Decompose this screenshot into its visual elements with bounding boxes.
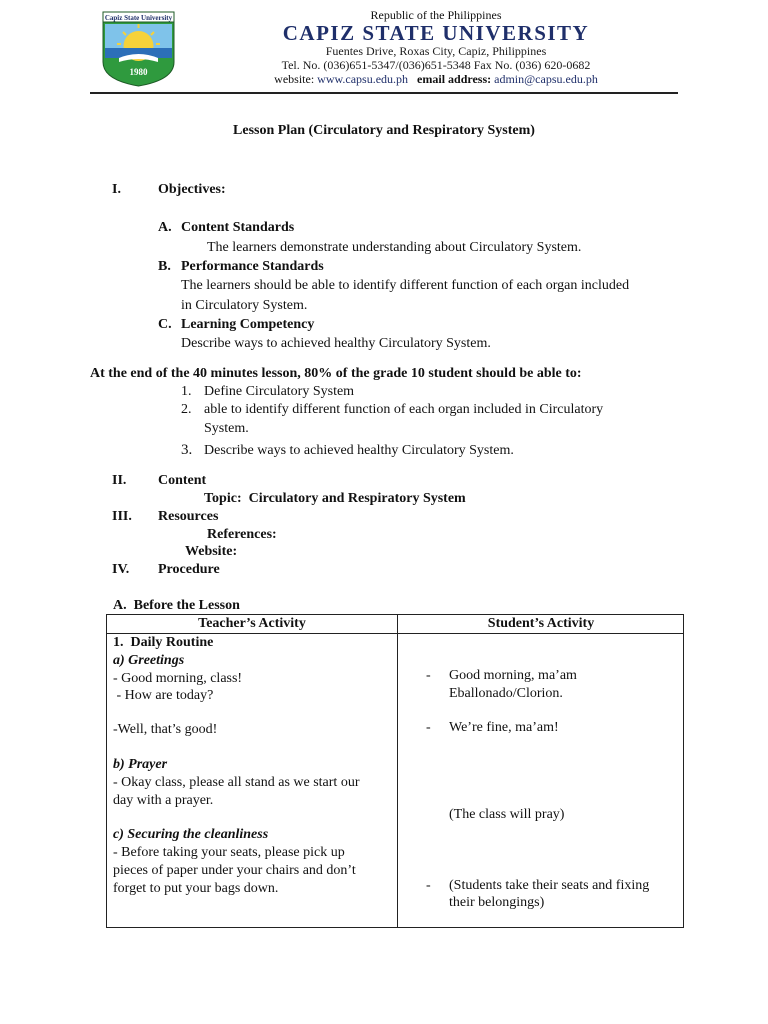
- student-greeting-1: Good morning, ma’am: [449, 668, 577, 683]
- email-link[interactable]: admin@capsu.edu.ph: [494, 72, 598, 86]
- svg-text:Capiz State University: Capiz State University: [104, 14, 173, 22]
- bullet-dash: -: [426, 878, 431, 893]
- teacher-clean-1: - Before taking your seats, please pick up: [113, 845, 345, 860]
- university-phone: Tel. No. (036)651-5347/(036)651-5348 Fax No. (036) 620-0682: [281, 58, 591, 72]
- goal-number: 2.: [181, 402, 192, 417]
- goal-number: 1.: [181, 384, 192, 399]
- bullet-dash: -: [426, 668, 431, 683]
- learning-competency-letter: C.: [158, 317, 172, 332]
- cleanliness-heading: c) Securing the cleanliness: [113, 827, 269, 842]
- goal-text: able to identify different function of each organ included in Circulatory: [204, 402, 604, 417]
- university-name: CAPIZ STATE UNIVERSITY: [282, 21, 590, 45]
- col-header-student: Student’s Activity: [487, 616, 595, 631]
- student-seats-2: their belongings): [449, 895, 545, 910]
- teacher-prayer-2: day with a prayer.: [113, 793, 214, 808]
- teacher-how-are: - How are today?: [113, 688, 214, 703]
- svg-text:1980: 1980: [129, 67, 148, 77]
- letterhead: [196, 8, 676, 86]
- goal-text-continued: System.: [204, 421, 249, 436]
- content-standards-heading: Content Standards: [181, 220, 295, 235]
- learning-competency-text: Describe ways to achieved healthy Circulatory System.: [181, 336, 491, 351]
- web-email-line: [196, 72, 676, 86]
- daily-routine-heading: 1. Daily Routine: [113, 635, 214, 650]
- activity-table: [106, 614, 684, 928]
- performance-standards-text-1: The learners should be able to identify different function of each organ included: [181, 278, 630, 293]
- goal-text: Define Circulatory System: [204, 384, 355, 399]
- student-seats-1: (Students take their seats and fixing: [449, 878, 650, 893]
- procedure-numeral: IV.: [112, 562, 130, 577]
- goal-number: 3.: [181, 442, 193, 458]
- performance-standards-text-2: in Circulatory System.: [181, 298, 308, 313]
- republic-line: Republic of the Philippines: [370, 8, 502, 22]
- goal-text: Describe ways to achieved healthy Circulatory System.: [204, 443, 514, 458]
- teacher-clean-3: forget to put your bags down.: [113, 881, 279, 896]
- website-resource-label: Website:: [185, 544, 238, 559]
- university-address: Fuentes Drive, Roxas City, Capiz, Philippines: [325, 44, 547, 58]
- email-label: email address:: [417, 72, 492, 86]
- teacher-well: -Well, that’s good!: [113, 722, 218, 737]
- page-title: Lesson Plan (Circulatory and Respiratory System): [233, 123, 535, 138]
- website-link[interactable]: www.capsu.edu.ph: [317, 72, 409, 86]
- table-divider: [397, 615, 398, 927]
- objectives-heading: Objectives:: [158, 182, 226, 197]
- content-standards-letter: A.: [158, 220, 172, 235]
- before-lesson-heading: A. Before the Lesson: [113, 598, 240, 613]
- student-greeting-2: Eballonado/Clorion.: [449, 686, 563, 701]
- objectives-numeral: I.: [112, 182, 121, 197]
- content-topic: Topic: Circulatory and Respiratory System: [204, 491, 466, 506]
- performance-standards-letter: B.: [158, 259, 171, 274]
- resources-numeral: III.: [112, 509, 132, 524]
- references-label: References:: [207, 527, 277, 542]
- bullet-dash: -: [426, 720, 431, 735]
- header-rule: [90, 92, 678, 94]
- teacher-prayer-1: - Okay class, please all stand as we start our: [113, 775, 360, 790]
- university-logo: [101, 10, 176, 87]
- teacher-greeting: - Good morning, class!: [113, 671, 243, 686]
- student-pray: (The class will pray): [449, 807, 565, 822]
- content-numeral: II.: [112, 473, 127, 488]
- content-heading: Content: [158, 473, 207, 488]
- col-header-teacher: Teacher’s Activity: [198, 616, 306, 631]
- procedure-heading: Procedure: [158, 562, 220, 577]
- prayer-heading: b) Prayer: [113, 757, 168, 772]
- greetings-heading: a) Greetings: [113, 653, 185, 668]
- resources-heading: Resources: [158, 509, 219, 524]
- performance-standards-heading: Performance Standards: [181, 259, 324, 274]
- website-label: website:: [274, 72, 315, 86]
- teacher-clean-2: pieces of paper under your chairs and don’t: [113, 863, 356, 878]
- learning-competency-heading: Learning Competency: [181, 317, 315, 332]
- content-standards-text: The learners demonstrate understanding about Circulatory System.: [207, 240, 582, 255]
- student-fine: We’re fine, ma’am!: [449, 720, 559, 735]
- end-statement: At the end of the 40 minutes lesson, 80% of the grade 10 student should be able to:: [90, 366, 582, 381]
